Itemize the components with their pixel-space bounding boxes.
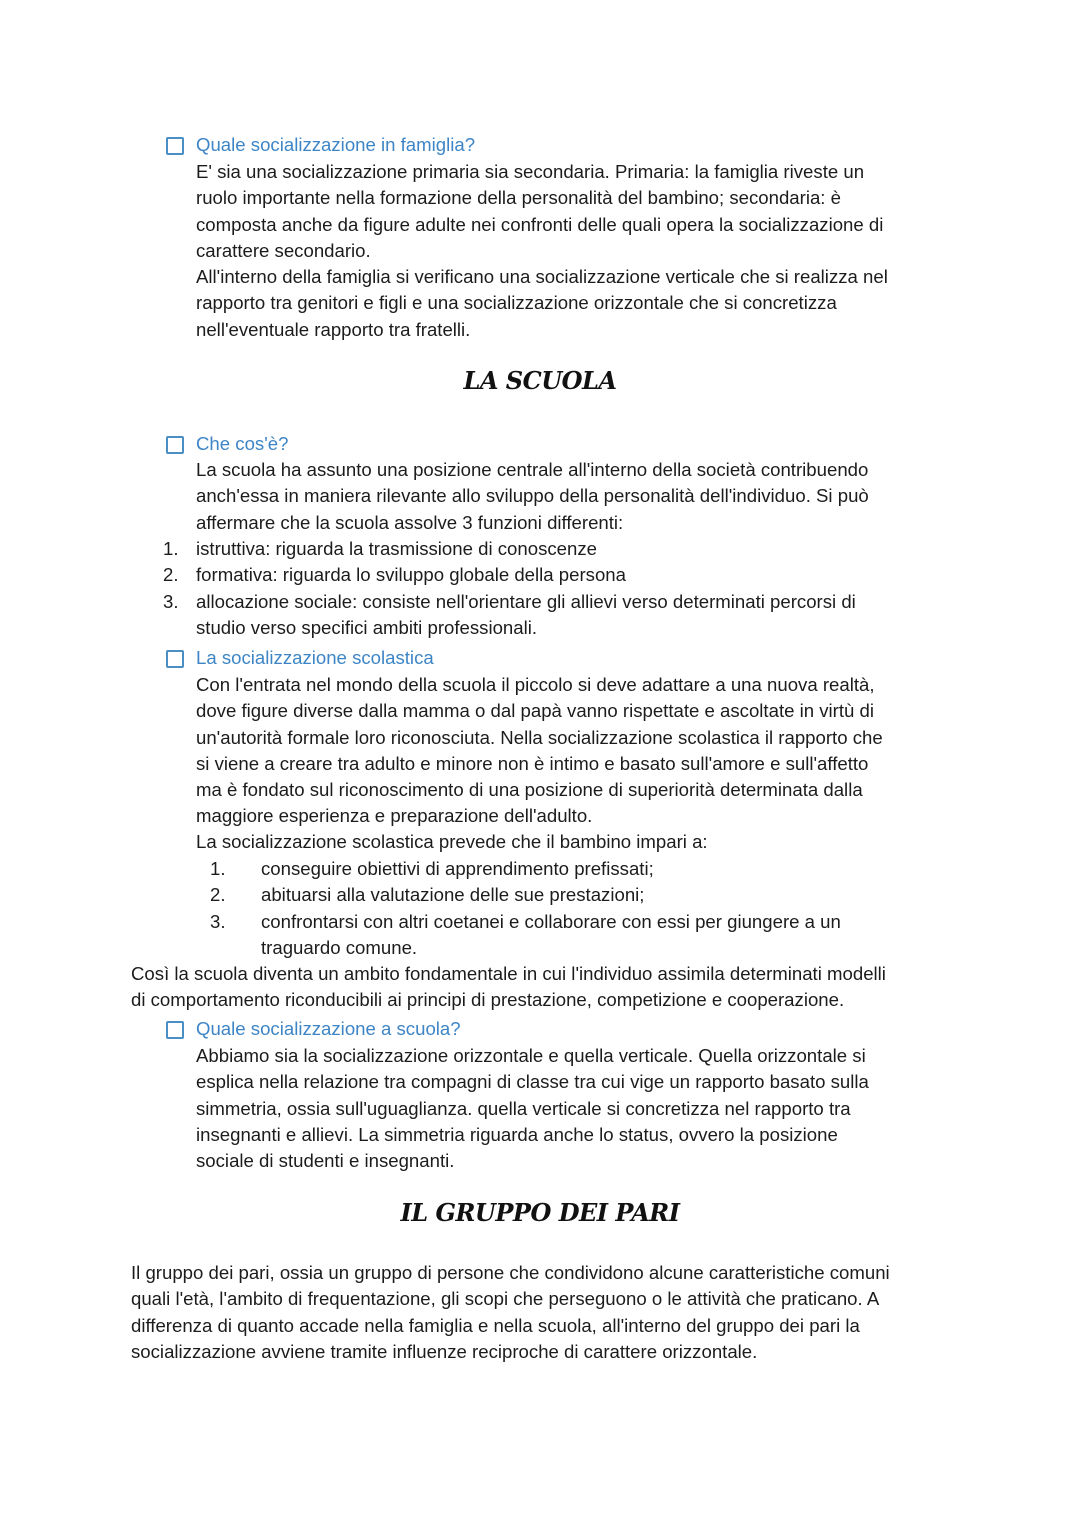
checkbox-icon[interactable] [166,137,184,155]
peers-text: Il gruppo dei pari, ossia un gruppo di persone che condividono alcune caratteristiche comuni quali l'età, l'ambito di frequentazione, gli scopi che perseguono o le attività che praticano. A differenza di quanto accade nella famiglia e nella scuola, all'interno del gruppo dei pari la socializzazione avviene tramite influenze reciproche di carattere orizzontale. [131,1262,890,1362]
family-question-heading [166,132,475,158]
school-which-question: Quale socializzazione a scuola? [196,1018,461,1039]
list-item: 3. allocazione sociale: consiste nell'orientare gli allievi verso determinati percorsi di studio verso specifici ambiti professionali. [163,590,856,638]
family-answer-1: E' sia una socializzazione primaria sia secondaria. Primaria: la famiglia riveste un ruolo importante nella formazione della personalità del bambino; secondaria: è composta anche da figure adulte nei confronti delle quali opera la socializzazione di carattere secondario. [196,161,884,261]
school-conclusion: Così la scuola diventa un ambito fondamentale in cui l'individuo assimila determinati modelli di comportamento riconducibili ai principi di prestazione, competizione e cooperazione. [131,963,886,1011]
family-question: Quale socializzazione in famiglia? [196,134,476,155]
school-socialization-heading [166,645,434,671]
peers-section-title: IL GRUPPO DEI PARI [400,1198,680,1227]
checkbox-icon[interactable] [166,1021,184,1039]
school-functions-list [163,536,963,641]
list-item: 2. formativa: riguarda lo sviluppo globale della persona [163,564,626,586]
school-learn-intro: La socializzazione scolastica prevede che il bambino impari a: [196,831,708,852]
checkbox-icon[interactable] [166,650,184,668]
list-item: 2. abituarsi alla valutazione delle sue prestazioni; [210,884,645,906]
school-section-title: LA SCUOLA [463,366,617,395]
school-what-heading [166,431,288,457]
family-answer-2: All'interno della famiglia si verificano una socializzazione verticale che si realizza nel rapporto tra genitori e figli e una socializzazione orizzontale che si concretizza nell'eventuale rapporto tra fratelli. [196,266,888,340]
school-which-answer: Abbiamo sia la socializzazione orizzontale e quella verticale. Quella orizzontale si esplica nella relazione tra compagni di classe tra cui vige un rapporto basato sulla simmetria, ossia sull'uguaglianza. quella verticale si concretizza nel rapporto tra insegnanti e allievi. La simmetria riguarda anche lo status, ovvero la posizione sociale di studenti e insegnanti. [196,1045,869,1172]
school-what-answer: La scuola ha assunto una posizione centrale all'interno della società contribuendo anch'essa in maniera rilevante allo sviluppo della personalità dell'individuo. Si può affermare che la scuola assolve 3 funzioni differenti: [196,459,869,533]
school-which-heading [166,1016,461,1042]
school-socialization-answer: Con l'entrata nel mondo della scuola il piccolo si deve adattare a una nuova realtà, dove figure diverse dalla mamma o dal papà vanno rispettate e ascoltate in virtù di un'autorità formale loro riconosciuta. Nella socializzazione scolastica il rapporto che si viene a creare tra adulto e minore non è intimo e basato sull'amore e sull'affetto ma è fondato sul riconoscimento di una posizione di superiorità determinata dalla maggiore esperienza e preparazione dell'adulto. [196,674,883,827]
list-item: 1. conseguire obiettivi di apprendimento prefissati; [210,858,654,879]
school-learn-list [210,856,970,961]
checkbox-icon[interactable] [166,436,184,454]
school-socialization-question: La socializzazione scolastica [196,647,434,668]
list-item: 3. confrontarsi con altri coetanei e collaborare con essi per giungere a un traguardo comune. [210,910,841,958]
school-what-question: Che cos'è? [196,433,289,454]
list-item: 1. istruttiva: riguarda la trasmissione di conoscenze [163,538,597,559]
